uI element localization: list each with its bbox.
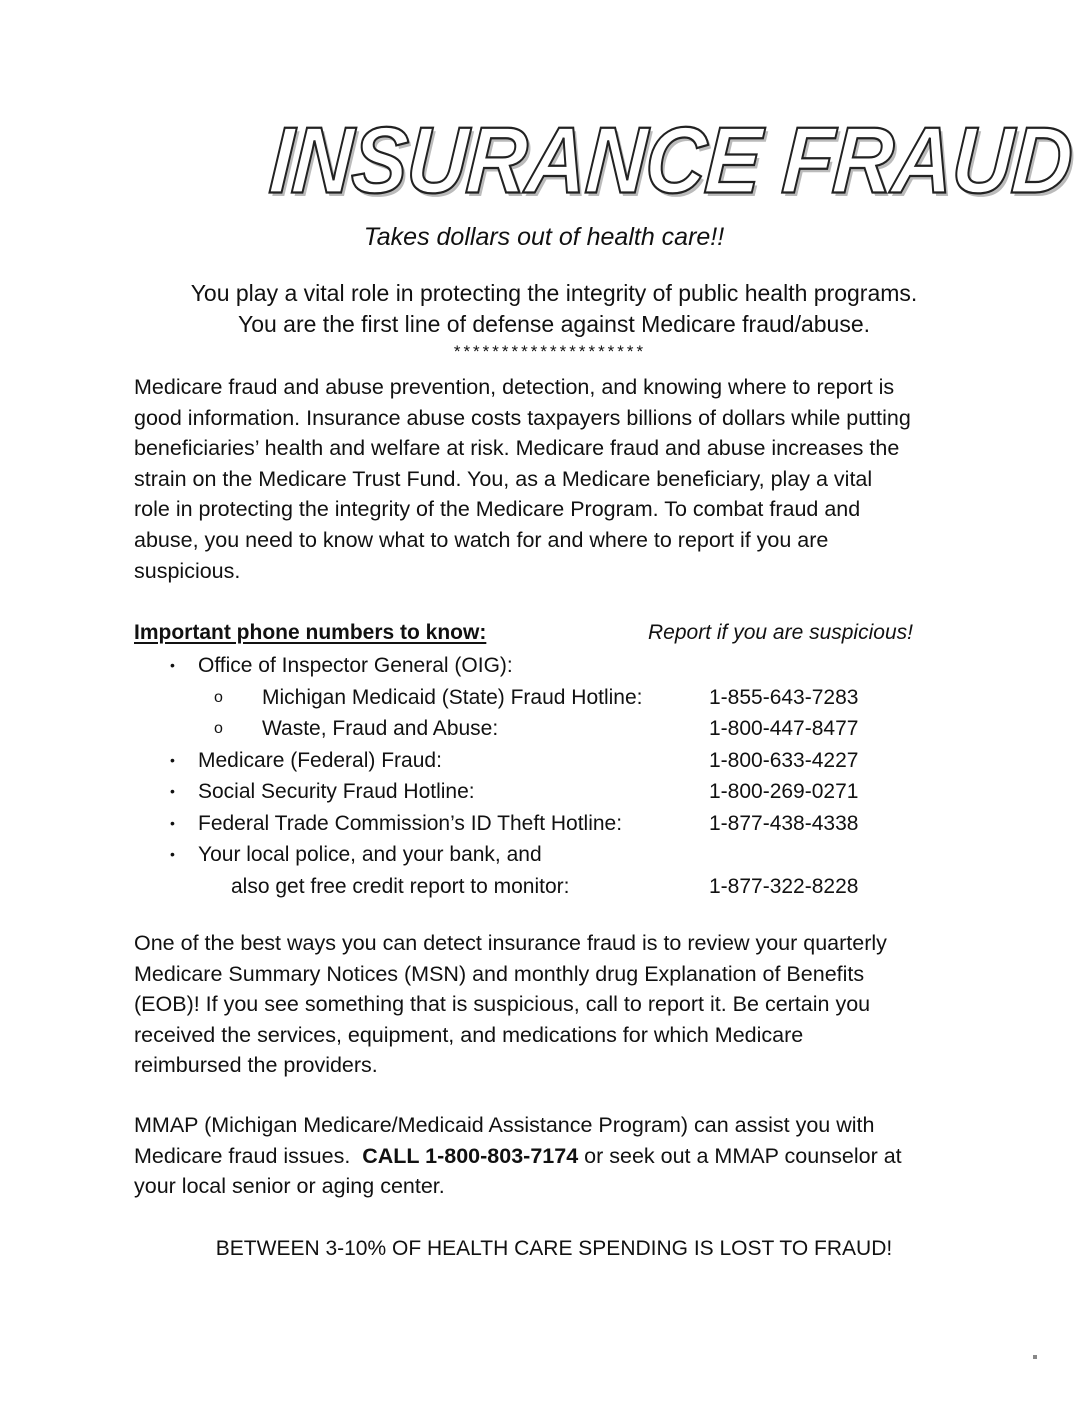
list-item-label: Michigan Medicaid (State) Fraud Hotline:: [262, 685, 643, 709]
phone-number: 1-800-269-0271: [709, 780, 859, 803]
bullet-icon: •: [170, 783, 175, 799]
list-item-ftc-id-theft: [130, 808, 930, 840]
bullet-icon: •: [170, 814, 175, 831]
phone-section-header: [134, 618, 954, 648]
paragraph-line: Medicare Summary Notices (MSN) and monthly drug Explanation of Benefits: [134, 961, 865, 986]
paragraph-line: Medicare fraud and abuse prevention, detection, and knowing where to report is: [134, 375, 895, 399]
list-item-label: Waste, Fraud and Abuse:: [262, 717, 499, 740]
paragraph-line: good information. Insurance abuse costs taxpayers billions of dollars while putting: [134, 405, 911, 430]
list-item-oig: [130, 650, 930, 682]
page-title: INSURANCE FRAUD: [266, 107, 1075, 213]
paragraph-line: strain on the Medicare Trust Fund. You, as a Medicare beneficiary, play a vital: [134, 466, 873, 491]
scan-speck: [1033, 1355, 1037, 1359]
phone-number: 1-800-633-4227: [709, 748, 859, 772]
phone-number: 1-855-643-7283: [709, 685, 859, 709]
paragraph-line: beneficiaries’ health and welfare at risk. Medicare fraud and abuse increases the: [134, 436, 900, 461]
hollow-bullet-icon: o: [214, 688, 223, 706]
phone-number: 1-877-438-4338: [709, 811, 859, 835]
phone-section-heading: Important phone numbers to know:: [134, 621, 487, 644]
mmap-call-number: CALL 1-800-803-7174: [362, 1143, 579, 1168]
paragraph-line: (EOB)! If you see something that is suspicious, call to report it. Be certain you: [134, 992, 871, 1017]
fraud-statistic-callout: BETWEEN 3-10% OF HEALTH CARE SPENDING IS LOST TO FRAUD!: [215, 1237, 893, 1260]
list-item-michigan-medicaid: [130, 682, 930, 714]
list-item-waste-fraud-abuse: [130, 713, 930, 745]
intro-statement: [0, 278, 1088, 340]
phone-number: 1-877-322-8228: [709, 874, 859, 898]
bullet-icon: •: [170, 751, 175, 768]
paragraph-line: your local senior or aging center.: [134, 1174, 445, 1199]
title-banner: [266, 107, 1075, 213]
paragraph-line: abuse, you need to know what to watch for and where to report if you are: [134, 527, 829, 552]
paragraph-line: received the services, equipment, and medications for which Medicare: [134, 1022, 804, 1047]
list-item-label: Office of Inspector General (OIG):: [198, 654, 513, 677]
paragraph-overview: [134, 372, 994, 586]
paragraph-line: role in protecting the integrity of the Medicare Program. To combat fraud and: [134, 497, 861, 522]
list-item-local-police-bank: [130, 839, 930, 871]
list-item-label: Your local police, and your bank, and: [198, 843, 542, 866]
text-segment: or seek out a MMAP counselor at: [578, 1143, 902, 1168]
bullet-icon: •: [170, 657, 175, 673]
list-item-label: Social Security Fraud Hotline:: [198, 780, 475, 803]
paragraph-line: MMAP (Michigan Medicare/Medicaid Assistance Program) can assist you with: [134, 1113, 875, 1137]
text-segment: Medicare fraud issues.: [134, 1143, 363, 1168]
list-item-label: Federal Trade Commission’s ID Theft Hotline:: [198, 811, 623, 835]
phone-number: 1-800-447-8477: [709, 717, 859, 740]
subtitle: Takes dollars out of health care!!: [363, 223, 725, 251]
list-item-medicare-fraud: [130, 745, 930, 777]
bullet-icon: •: [170, 846, 175, 862]
hollow-bullet-icon: o: [214, 720, 223, 737]
paragraph-line: [134, 1141, 994, 1172]
list-item-label: also get free credit report to monitor:: [231, 874, 570, 898]
paragraph-line: reimbursed the providers.: [134, 1053, 378, 1078]
list-item-label: Medicare (Federal) Fraud:: [198, 748, 442, 772]
paragraph-detection-tips: [134, 928, 994, 1081]
report-reminder: Report if you are suspicious!: [648, 621, 913, 644]
intro-line: You are the first line of defense against Medicare fraud/abuse.: [237, 311, 871, 337]
list-item-social-security: [130, 776, 930, 808]
paragraph-line: One of the best ways you can detect insurance fraud is to review your quarterly: [134, 931, 887, 955]
phone-number-list: [130, 650, 930, 902]
paragraph-line: suspicious.: [134, 558, 241, 583]
intro-line: You play a vital role in protecting the integrity of public health programs.: [190, 280, 918, 306]
list-item-credit-report: [130, 871, 930, 903]
asterisk-separator: ********************: [453, 342, 647, 361]
paragraph-mmap: [134, 1110, 994, 1202]
